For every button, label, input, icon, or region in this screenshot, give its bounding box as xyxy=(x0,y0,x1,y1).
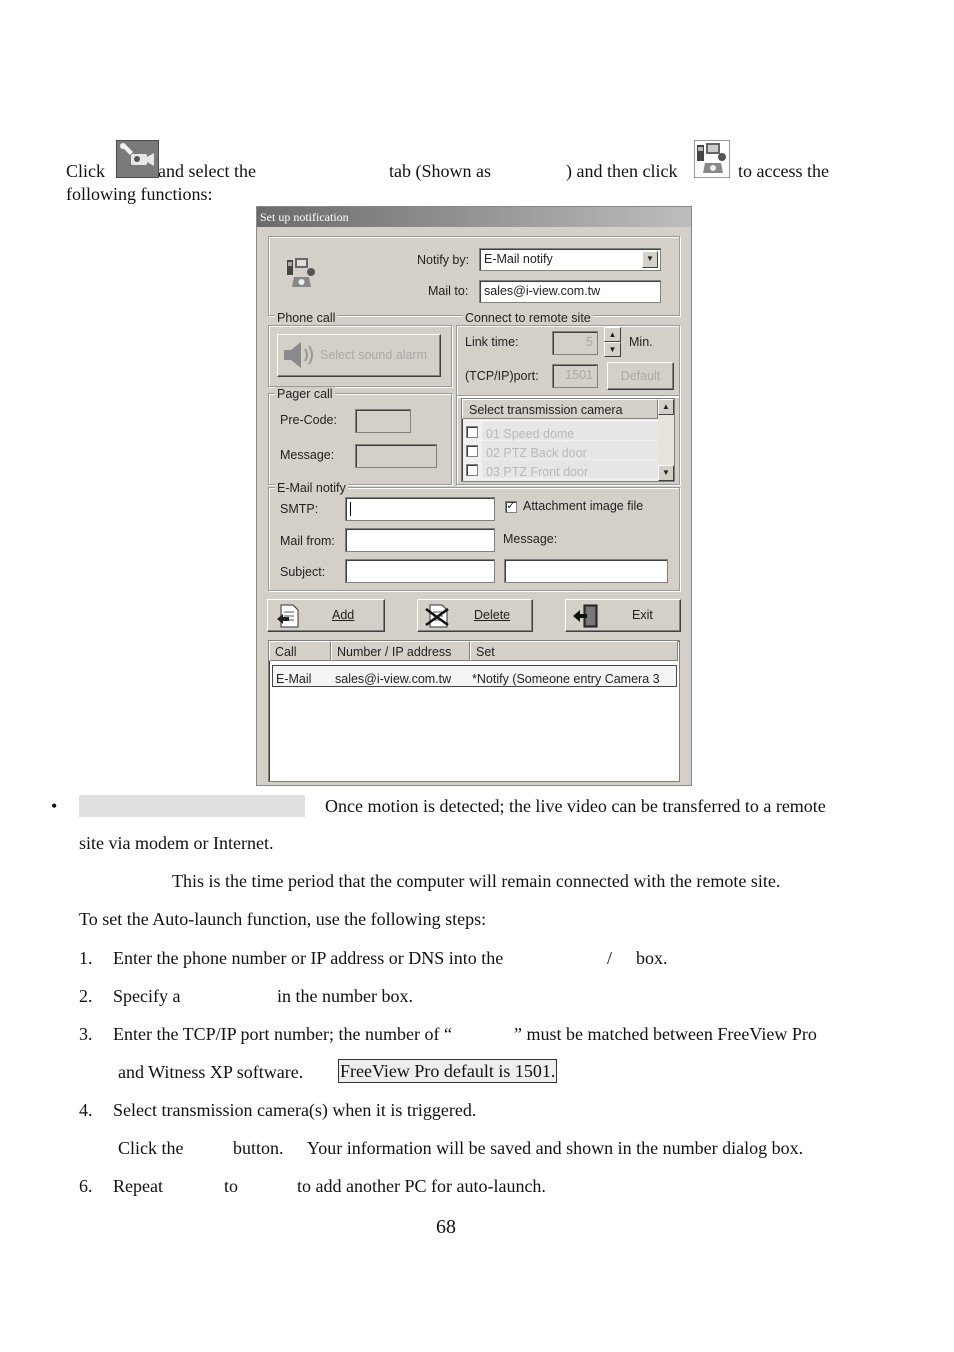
tcpip-field[interactable]: 1501 xyxy=(552,364,598,388)
spin-down-icon[interactable]: ▼ xyxy=(604,342,621,357)
pager-message-label: Message: xyxy=(280,448,335,462)
delete-button[interactable] xyxy=(417,599,533,632)
step2-number: 2. xyxy=(79,986,93,1006)
step6-text-b: to xyxy=(224,1176,239,1196)
step3-text: Enter the TCP/IP port number; the number of “ xyxy=(113,1024,452,1044)
scroll-up-icon[interactable]: ▲ xyxy=(658,399,674,415)
exit-button[interactable] xyxy=(565,599,681,632)
camera-list-scrollbar[interactable] xyxy=(658,399,675,481)
pre-code-field[interactable] xyxy=(355,409,411,433)
attachment-checkbox[interactable]: ✓ xyxy=(506,500,516,512)
camera-item-2[interactable]: 02 PTZ Back door xyxy=(486,446,587,460)
camera-item-3[interactable]: 03 PTZ Front door xyxy=(486,465,589,479)
pager-message-field[interactable] xyxy=(355,444,437,468)
column-call[interactable]: Call xyxy=(269,641,331,661)
tcpip-label: (TCP/IP)port: xyxy=(465,369,539,383)
text-cursor xyxy=(350,502,351,516)
scroll-down-icon[interactable]: ▼ xyxy=(658,465,674,481)
notify-by-select[interactable] xyxy=(479,248,661,271)
step6-number: 6. xyxy=(79,1176,93,1196)
notify-device-icon xyxy=(285,257,323,294)
intro-select: and select the xyxy=(158,161,256,181)
link-time-field[interactable]: 5 xyxy=(552,331,598,355)
link-time-label: Link time: xyxy=(465,335,519,349)
camera-items xyxy=(462,421,658,482)
camera-checkbox-1[interactable] xyxy=(466,426,478,438)
step1-slash: / xyxy=(607,948,613,968)
bullet: • xyxy=(51,796,58,816)
highlight-bar xyxy=(79,795,305,817)
pre-code-label: Pre-Code: xyxy=(280,413,337,427)
step2-text: Specify a xyxy=(113,986,181,1006)
smtp-field[interactable] xyxy=(345,497,495,521)
delete-document-icon xyxy=(424,603,452,641)
step2-text-b: in the number box. xyxy=(277,986,413,1006)
email-notify-label: E-Mail notify xyxy=(277,481,346,495)
intro-following: following functions: xyxy=(66,184,213,204)
exit-door-icon xyxy=(572,603,600,641)
select-sound-alarm-button[interactable] xyxy=(277,334,441,377)
column-number[interactable]: Number / IP address xyxy=(331,641,470,661)
pager-call-group xyxy=(268,393,452,485)
exit-label: Exit xyxy=(632,608,653,622)
step5-text-b: button. xyxy=(233,1138,284,1158)
step5-text-c: Your information will be saved and shown in the number dialog box. xyxy=(307,1138,804,1158)
camera-wrench-icon xyxy=(116,140,159,178)
phone-call-label: Phone call xyxy=(277,311,336,325)
intro-then-click: ) and then click xyxy=(566,161,678,181)
mail-to-field[interactable]: sales@i-view.com.tw xyxy=(479,280,661,303)
speaker-icon xyxy=(282,341,318,386)
link-time-description: This is the time period that the computer will remain connected with the remote site. xyxy=(172,871,781,891)
step5-text: Click the xyxy=(118,1138,184,1158)
connect-remote-label: Connect to remote site xyxy=(465,311,591,325)
step6-text-c: to add another PC for auto-launch. xyxy=(297,1176,546,1196)
add-button[interactable] xyxy=(267,599,385,632)
smtp-label: SMTP: xyxy=(280,502,319,516)
mail-from-label: Mail from: xyxy=(280,534,335,548)
add-document-icon xyxy=(276,603,302,641)
camera-list[interactable] xyxy=(461,398,675,482)
row-set: *Notify (Someone entry Camera 3 xyxy=(472,672,660,686)
intro-tab: tab (Shown as xyxy=(389,161,491,181)
notify-by-label: Notify by: xyxy=(417,253,470,267)
subject-label: Subject: xyxy=(280,565,326,579)
column-set[interactable]: Set xyxy=(470,641,678,661)
spin-up-icon[interactable]: ▲ xyxy=(604,327,621,342)
page-number: 68 xyxy=(436,1216,456,1238)
intro-access: to access the xyxy=(738,161,829,181)
intro-click: Click xyxy=(66,161,105,181)
camera-checkbox-3[interactable] xyxy=(466,464,478,476)
email-message-label: Message: xyxy=(503,532,558,546)
notification-list[interactable] xyxy=(268,640,680,782)
step3-text-c: and Witness XP software. xyxy=(118,1062,304,1082)
add-label: Add xyxy=(332,608,355,622)
pager-call-label: Pager call xyxy=(277,387,333,401)
select-sound-alarm-label: Select sound alarm xyxy=(320,348,428,362)
step3-text-b: ” must be matched between FreeView Pro xyxy=(514,1024,817,1044)
row-number: sales@i-view.com.tw xyxy=(335,672,452,686)
email-message-field[interactable] xyxy=(504,559,668,583)
step6-text: Repeat xyxy=(113,1176,163,1196)
mail-from-field[interactable] xyxy=(345,528,495,552)
step1-number: 1. xyxy=(79,948,93,968)
auto-launch-intro: To set the Auto-launch function, use the following steps: xyxy=(79,909,487,929)
step3-default-note: FreeView Pro default is 1501. xyxy=(340,1061,556,1081)
min-label: Min. xyxy=(629,335,653,349)
camera-list-header: Select transmission camera xyxy=(462,399,658,419)
step4-text: Select transmission camera(s) when it is triggered. xyxy=(113,1100,477,1120)
setup-notification-dialog xyxy=(256,206,692,786)
step1-text: Enter the phone number or IP address or DNS into the xyxy=(113,948,504,968)
step1-box: box. xyxy=(636,948,668,968)
mail-to-label: Mail to: xyxy=(428,284,469,298)
delete-label: Delete xyxy=(474,608,511,622)
motion-text: Once motion is detected; the live video can be transferred to a remote xyxy=(325,796,826,816)
step4-number: 4. xyxy=(79,1100,93,1120)
step3-number: 3. xyxy=(79,1024,93,1044)
camera-item-1[interactable]: 01 Speed dome xyxy=(486,427,575,441)
dialog-title: Set up notification xyxy=(257,207,691,227)
default-button[interactable]: Default xyxy=(607,362,674,390)
subject-field[interactable] xyxy=(345,559,495,583)
dropdown-arrow-icon[interactable]: ▼ xyxy=(642,251,658,268)
attachment-label: Attachment image file xyxy=(523,499,644,513)
motion-text-2: site via modem or Internet. xyxy=(79,833,274,853)
notify-by-value: E-Mail notify xyxy=(484,252,553,266)
row-call: E-Mail xyxy=(276,672,312,686)
table-row[interactable] xyxy=(272,665,677,687)
camera-checkbox-2[interactable] xyxy=(466,445,478,457)
phone-computer-icon xyxy=(694,140,730,178)
